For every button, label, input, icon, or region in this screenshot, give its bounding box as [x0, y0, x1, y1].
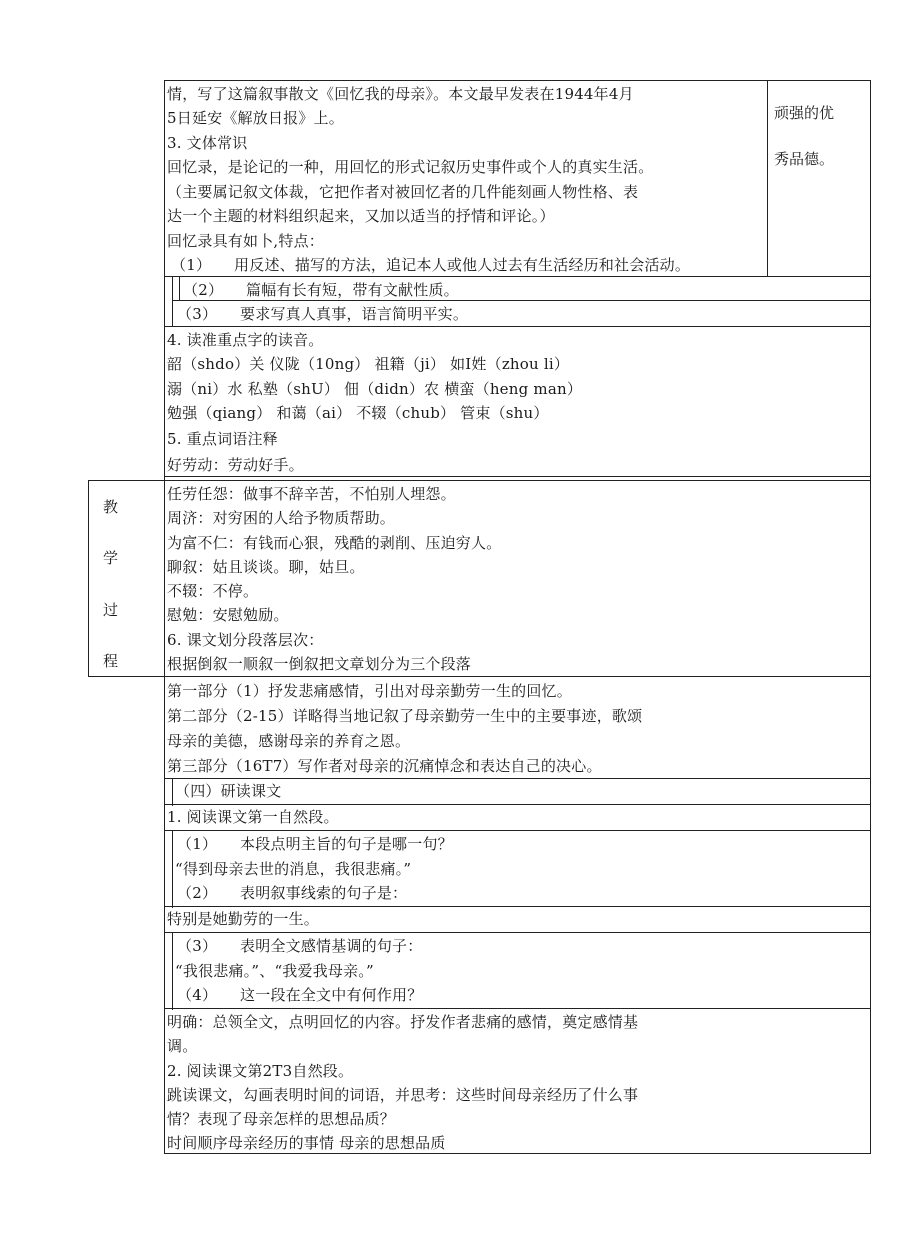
text-line: 慰勉：安慰勉励。 [167, 606, 289, 624]
row-divider [172, 300, 871, 301]
text-line: 达一个主题的材料组织起来，又加以适当的抒情和评论。） [167, 207, 555, 225]
text-line: 跳读课文，勾画表明时间的词语，并思考：这些时间母亲经历了什么事 [167, 1086, 639, 1104]
text-line: （3） 表明全文感情基调的句子： [177, 937, 423, 955]
text-line: 为富不仁：有钱而心狠，残酷的剥削、压迫穷人。 [167, 534, 502, 552]
side-label-cheng: 程 [103, 652, 119, 670]
text-line: 任劳任怨：做事不辞辛苦，不怕别人埋怨。 [167, 485, 456, 503]
text-line: 情？表现了母亲怎样的思想品质？ [167, 1110, 396, 1128]
text-line: 2. 阅读课文第2T3自然段。 [167, 1062, 354, 1080]
text-line: （2） 篇幅有长有短，带有文献性质。 [183, 281, 459, 299]
side-box-left [88, 480, 89, 676]
text-line: 根据倒叙一顺叙一倒叙把文章划分为三个段落 [167, 655, 472, 673]
side-note-line-1: 顽强的优 [774, 104, 835, 122]
text-line: （4） 这一段在全文中有何作用？ [177, 986, 423, 1004]
text-line: “我很悲痛。”、“我爱我母亲。” [175, 962, 374, 980]
text-line: 5日延安《解放日报》上。 [167, 109, 344, 127]
text-line: “得到母亲去世的消息，我很悲痛。” [175, 860, 412, 878]
side-label-guo: 过 [103, 601, 119, 619]
row-divider [164, 778, 871, 779]
text-line: 母亲的美德，感谢母亲的养育之恩。 [167, 732, 411, 750]
text-line: （2） 表明叙事线索的句子是： [177, 884, 408, 902]
row-divider [164, 326, 871, 327]
text-line: 好劳动：劳动好手。 [167, 456, 304, 474]
table-left-border [164, 80, 165, 1154]
text-line: 调。 [167, 1037, 198, 1055]
content-column-divider [767, 80, 768, 276]
text-line: 回忆录具有如卜,特点： [167, 232, 324, 250]
row-divider [164, 830, 871, 831]
text-line: （主要属记叙文体裁，它把作者对被回忆者的几件能刻画人物性格、表 [167, 183, 639, 201]
text-line: 不辍：不停。 [167, 582, 259, 600]
text-line: （3） 要求写真人真事，语言简明平实。 [177, 305, 469, 323]
row-divider [88, 480, 871, 481]
row-divider [88, 676, 871, 677]
table-bottom-border [164, 1153, 871, 1154]
text-line: 时间顺序母亲经历的事情 母亲的思想品质 [167, 1134, 446, 1152]
text-line: （1） 用反述、描写的方法，追记本人或他人过去有生活经历和社会活动。 [171, 256, 691, 274]
text-line: （四）研读课文 [175, 782, 282, 800]
text-line: 特别是她勤劳的一生。 [167, 910, 320, 928]
side-label-jiao: 教 [103, 498, 119, 516]
text-line: 明确：总领全文，点明回忆的内容。抒发作者悲痛的感情，奠定感情基 [167, 1013, 639, 1031]
text-line: 聊叙：姑且谈谈。聊，姑旦。 [167, 558, 365, 576]
table-top-border [164, 80, 871, 81]
text-line: 3. 文体常识 [167, 134, 248, 152]
side-note-line-2: 秀品德。 [774, 150, 835, 168]
row-divider [164, 906, 871, 907]
box-left-edge [172, 276, 173, 326]
box-left-edge [179, 276, 180, 300]
box-left-edge [172, 932, 173, 1010]
text-line: 6. 课文划分段落层次： [167, 631, 324, 649]
side-label-xue: 学 [103, 549, 119, 567]
row-divider [164, 476, 871, 477]
text-line: 5. 重点词语注释 [167, 430, 278, 448]
row-divider [164, 804, 871, 805]
text-line: （1） 本段点明主旨的句子是哪一句？ [177, 835, 453, 853]
text-line: 回忆录，是论记的一种，用回忆的形式记叙历史事件或个人的真实生活。 [167, 158, 654, 176]
text-line: 第一部分（1）抒发悲痛感情，引出对母亲勤劳一生的回忆。 [167, 682, 572, 700]
box-left-edge [172, 830, 173, 908]
row-divider [164, 276, 871, 277]
text-line: 4. 读准重点字的读音。 [167, 331, 324, 349]
text-line: 周济：对穷困的人给予物质帮助。 [167, 509, 396, 527]
table-right-border [870, 80, 871, 1154]
text-line: 韶（shdo）关 仪陇（10ng） 祖籍（ji） 如I姓（zhou li） [167, 355, 570, 373]
box-left-edge [172, 778, 173, 806]
text-line: 情，写了这篇叙事散文《回忆我的母亲》。本文最早发表在1944年4月 [167, 85, 634, 103]
text-line: 1. 阅读课文第一自然段。 [167, 808, 339, 826]
text-line: 勉强（qiang） 和蔼（ai） 不辍（chub） 管束（shu） [167, 404, 549, 422]
text-line: 溺（ni）水 私塾（shU） 佃（didn）农 横蛮（heng man） [167, 380, 583, 398]
text-line: 第二部分（2-15）详略得当地记叙了母亲勤劳一生中的主要事迹，歌颂 [167, 707, 643, 725]
text-line: 第三部分（16T7）写作者对母亲的沉痛悼念和表达自己的决心。 [167, 757, 602, 775]
row-divider [164, 1008, 871, 1009]
row-divider [164, 932, 871, 933]
